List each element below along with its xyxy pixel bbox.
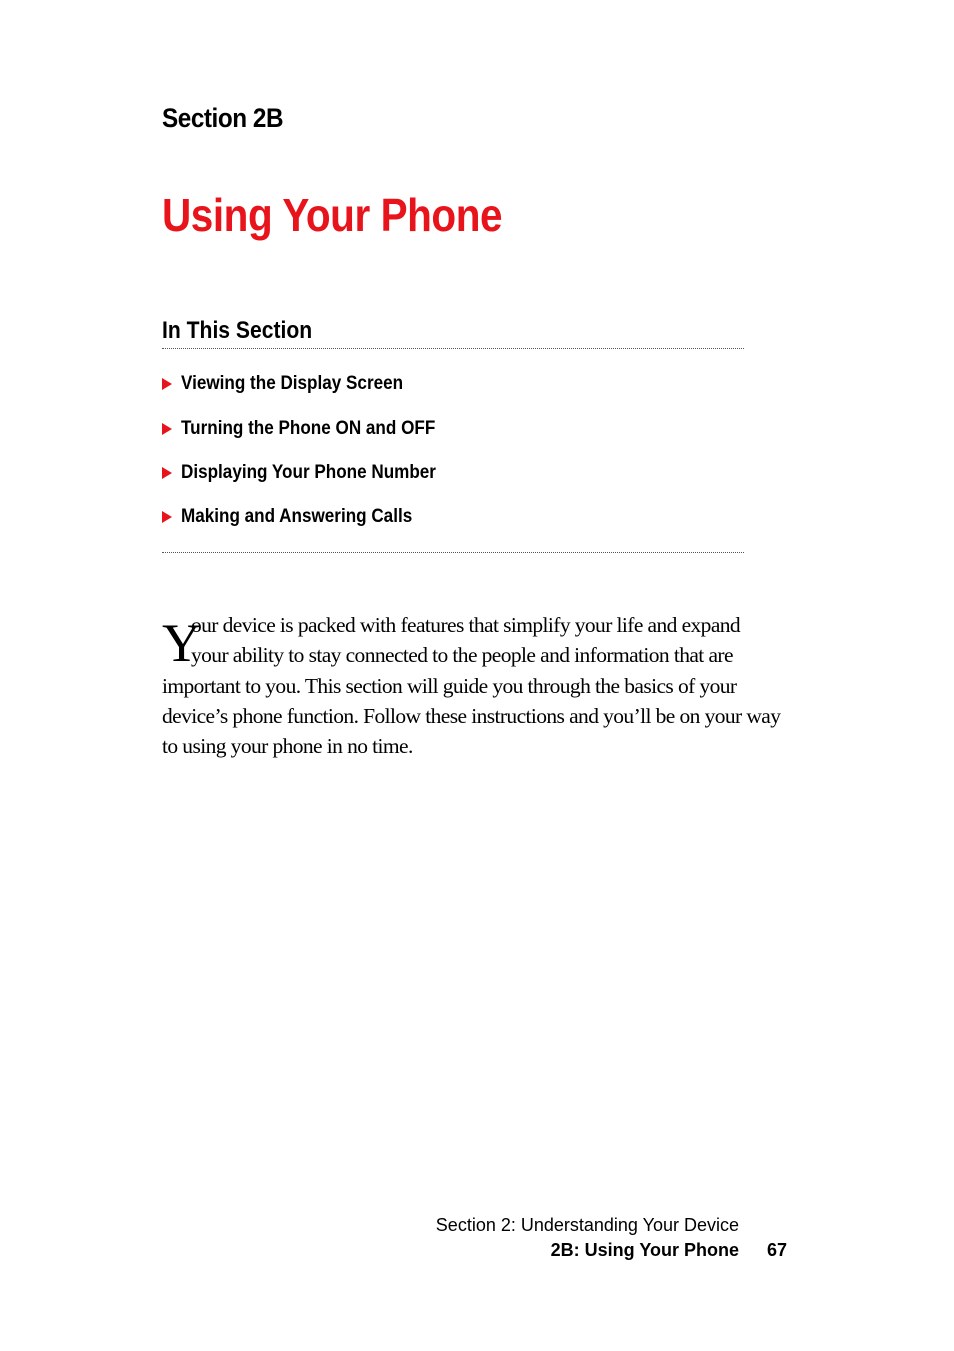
footer-chapter-title: 2B: Using Your Phone [550,1240,739,1260]
in-this-section [162,316,744,553]
triangle-right-icon [162,423,172,435]
footer-section-title: Section 2: Understanding Your Device [435,1215,739,1235]
toc-item-label: Displaying Your Phone Number [181,462,436,483]
intro-line: important to you. This section will guide you through the basics of your [162,673,737,698]
toc-item-label: Viewing the Display Screen [181,373,404,394]
intro-line: to using your phone in no time. [162,734,413,759]
bottom-dotted-rule [162,552,744,553]
toc-item [162,372,428,396]
intro-paragraph [162,610,781,761]
intro-line: our device is packed with features that simplify your life and expand [191,613,741,637]
toc-item [162,417,464,441]
toc-list [162,349,744,552]
toc-item-label: Turning the Phone ON and OFF [181,418,436,439]
intro-line: device’s phone function. Follow these instructions and you’ll be on your way [162,703,781,728]
drop-cap: Y [162,613,201,673]
in-this-section-heading: In This Section [162,317,313,344]
intro-line: your ability to stay connected to the people and information that are [191,643,733,668]
triangle-right-icon [162,378,172,390]
toc-item [162,461,464,485]
section-label: Section 2B [162,103,284,133]
triangle-right-icon [162,511,172,523]
page-title: Using Your Phone [162,189,503,241]
triangle-right-icon [162,467,172,479]
page-number: 67 [767,1240,788,1260]
toc-item-label: Making and Answering Calls [181,506,413,527]
toc-item [162,505,438,529]
